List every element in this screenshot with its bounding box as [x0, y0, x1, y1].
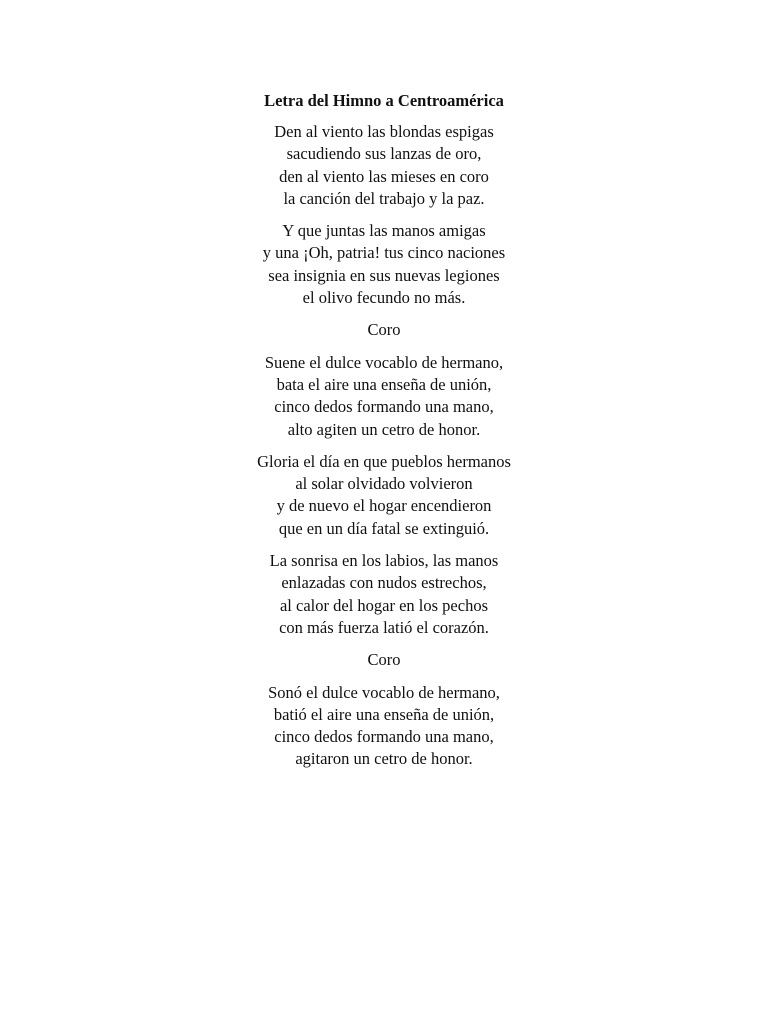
verse-line: Den al viento las blondas espigas — [274, 122, 494, 141]
verse-line: Y que juntas las manos amigas — [282, 221, 486, 241]
document-title: Letra del Himno a Centroamérica — [264, 91, 504, 110]
verse-line: bata el aire una enseña de unión, — [276, 374, 492, 394]
verse-line: Suene el dulce vocablo de hermano, — [264, 352, 504, 372]
verse-line: alto agiten un cetro de honor. — [287, 419, 481, 439]
stanza-1 — [0, 121, 768, 210]
verse-line: agitaron un cetro de honor. — [295, 749, 473, 769]
stanza-2 — [0, 220, 768, 309]
chorus-label-2: Coro — [367, 650, 401, 670]
verse-line: y una ¡Oh, patria! tus cinco naciones — [262, 243, 506, 263]
stanza-5 — [0, 550, 768, 639]
verse-line: y de nuevo el hogar encendieron — [276, 496, 492, 516]
verse-line: den al viento las mieses en coro — [279, 166, 489, 186]
verse-line: al solar olvidado volvieron — [295, 474, 473, 494]
stanza-3 — [0, 352, 768, 441]
verse-line: la canción del trabajo y la paz. — [283, 188, 485, 208]
verse-line: cinco dedos formando una mano, — [274, 727, 494, 747]
verse-line: sacudiendo sus lanzas de oro, — [286, 144, 482, 164]
verse-line: sea insignia en sus nuevas legiones — [268, 265, 500, 285]
verse-line: con más fuerza latió el corazón. — [279, 617, 489, 637]
verse-line: cinco dedos formando una mano, — [274, 397, 494, 417]
verse-line: enlazadas con nudos estrechos, — [281, 573, 487, 593]
chorus-label-1: Coro — [367, 320, 401, 340]
document-page — [0, 88, 768, 781]
verse-line: Sonó el dulce vocablo de hermano, — [268, 682, 500, 702]
verse-line: que en un día fatal se extinguió. — [278, 518, 490, 538]
verse-line: batió el aire una enseña de unión, — [273, 704, 495, 724]
verse-line: Gloria el día en que pueblos hermanos — [257, 451, 511, 471]
stanza-6 — [0, 682, 768, 771]
verse-line: La sonrisa en los labios, las manos — [269, 551, 499, 571]
verse-line: el olivo fecundo no más. — [302, 288, 466, 308]
stanza-4 — [0, 451, 768, 540]
verse-line: al calor del hogar en los pechos — [279, 595, 488, 615]
